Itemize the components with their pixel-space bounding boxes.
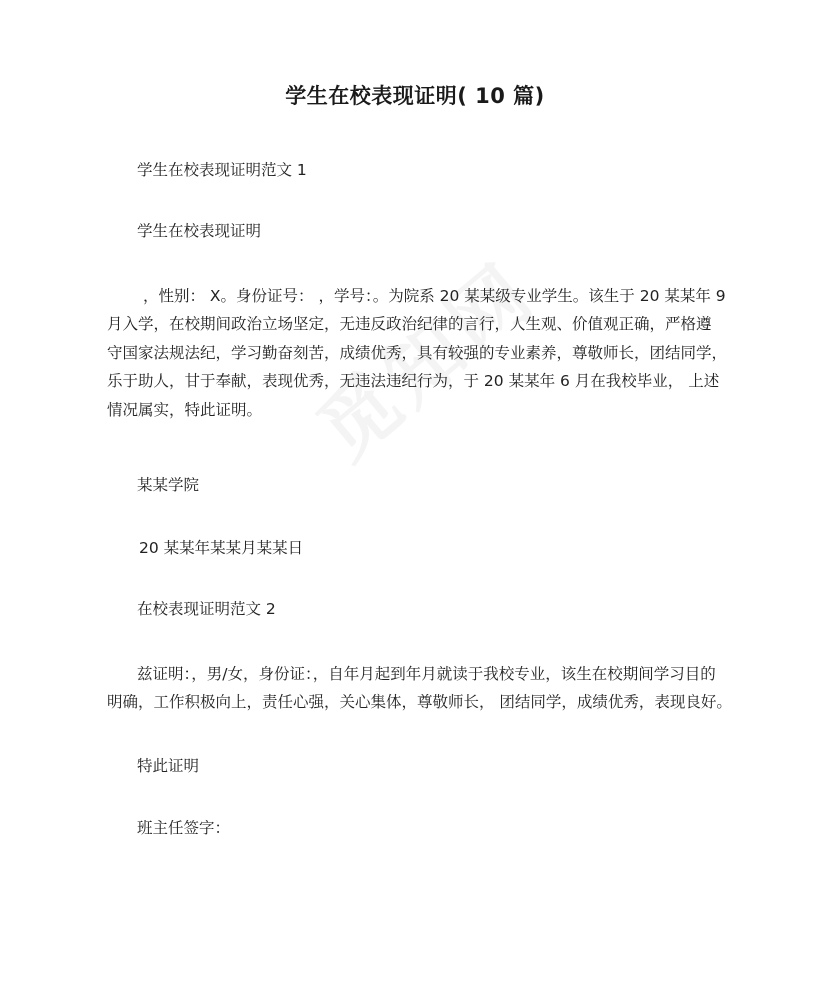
date-line: 20 某某年某某月某某日 [139, 539, 304, 557]
section-heading-3: 在校表现证明范文 2 [137, 600, 276, 618]
section-heading-1: 学生在校表现证明范文 1 [137, 161, 307, 179]
section-heading-2: 学生在校表现证明 [137, 222, 262, 240]
paragraph-line: 守国家法规法纪，学习勤奋刻苦，成绩优秀，具有较强的专业素养，尊敬师长，团结同学， [107, 343, 728, 362]
institution-name: 某某学院 [137, 476, 200, 494]
page-title: 学生在校表现证明( 10 篇) [285, 84, 545, 108]
paragraph-line: ，性别： X。身份证号： ，学号：。为院系 20 某某级专业学生。该生于 20 某某年 9 [143, 287, 726, 305]
paragraph-line: 月入学，在校期间政治立场坚定，无违反政治纪律的言行，人生观、价值观正确，严格遵 [107, 315, 712, 334]
paragraph-line: 明确，工作积极向上，责任心强，关心集体，尊敬师长， 团结同学，成绩优秀，表现良好。 [107, 693, 732, 712]
paragraph-line: 兹证明：，男/女，身份证：，自年月起到年月就读于我校专业，该生在校期间学习目的 [137, 665, 716, 683]
paragraph-line: 乐于助人，甘于奉献，表现优秀，无违法违纪行为，于 20 某某年 6 月在我校毕业， 上述 [107, 372, 720, 391]
signature-line: 班主任签字： [137, 819, 231, 837]
paragraph-2 [107, 660, 737, 717]
closing-line: 特此证明 [137, 757, 200, 775]
paragraph-1 [107, 282, 733, 424]
paragraph-line: 情况属实，特此证明。 [107, 400, 263, 419]
